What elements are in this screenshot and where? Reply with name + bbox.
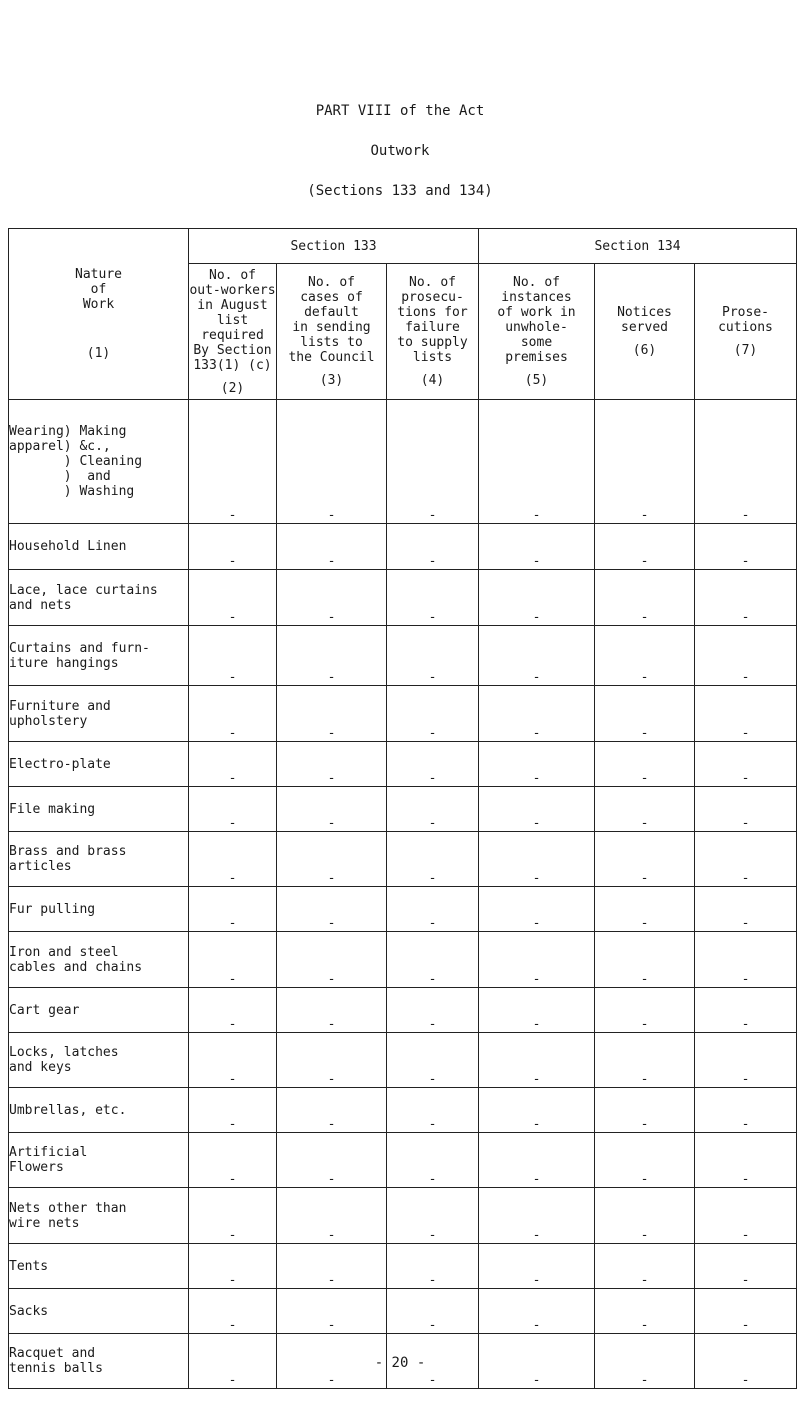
value-cell: - xyxy=(277,1088,387,1133)
value-cell: - xyxy=(189,887,277,932)
value-cell: - xyxy=(387,1244,479,1289)
sections-note: (Sections 133 and 134) xyxy=(307,183,493,199)
value-cell: - xyxy=(595,1289,695,1334)
value-cell: - xyxy=(595,932,695,988)
value-cell: - xyxy=(695,400,797,524)
value-cell: - xyxy=(189,400,277,524)
nature-of-work-cell: Racquet and tennis balls xyxy=(9,1334,189,1389)
value-cell: - xyxy=(479,1334,595,1389)
value-cell: - xyxy=(695,1188,797,1244)
nature-of-work-cell: Artificial Flowers xyxy=(9,1133,189,1188)
value-cell: - xyxy=(479,1188,595,1244)
value-cell: - xyxy=(387,988,479,1033)
value-cell: - xyxy=(277,626,387,686)
nature-of-work-cell: Locks, latches and keys xyxy=(9,1033,189,1088)
value-cell: - xyxy=(595,787,695,832)
value-cell: - xyxy=(695,626,797,686)
table-row xyxy=(9,932,797,988)
value-cell: - xyxy=(595,742,695,787)
part-title: PART VIII of the Act xyxy=(315,103,485,119)
table-row xyxy=(9,626,797,686)
value-cell: - xyxy=(387,1033,479,1088)
value-cell: - xyxy=(479,400,595,524)
value-cell: - xyxy=(277,887,387,932)
value-cell: - xyxy=(189,1033,277,1088)
value-cell: - xyxy=(387,1188,479,1244)
column-header-text: No. of prosecu- tions for failure to supply lists xyxy=(397,275,468,365)
value-cell: - xyxy=(277,742,387,787)
column-header-nature xyxy=(9,229,189,400)
value-cell: - xyxy=(387,932,479,988)
value-cell: - xyxy=(595,988,695,1033)
table-row xyxy=(9,1088,797,1133)
nature-of-work-cell: Nets other than wire nets xyxy=(9,1188,189,1244)
value-cell: - xyxy=(277,570,387,626)
value-cell: - xyxy=(595,1033,695,1088)
value-cell: - xyxy=(479,832,595,887)
value-cell: - xyxy=(479,1133,595,1188)
value-cell: - xyxy=(387,1334,479,1389)
column-header-6 xyxy=(695,264,797,400)
column-header-3 xyxy=(387,264,479,400)
value-cell: - xyxy=(387,400,479,524)
value-cell: - xyxy=(595,524,695,570)
value-cell: - xyxy=(189,1244,277,1289)
value-cell: - xyxy=(595,1188,695,1244)
value-cell: - xyxy=(695,1088,797,1133)
value-cell: - xyxy=(595,686,695,742)
column-header-number: (3) xyxy=(319,373,344,388)
value-cell: - xyxy=(277,1244,387,1289)
value-cell: - xyxy=(189,626,277,686)
column-header-number: (4) xyxy=(420,373,445,388)
table-body xyxy=(9,400,797,1389)
value-cell: - xyxy=(479,1289,595,1334)
value-cell: - xyxy=(189,988,277,1033)
value-cell: - xyxy=(695,1334,797,1389)
column-header-number: (2) xyxy=(220,380,245,396)
value-cell: - xyxy=(277,787,387,832)
nature-of-work-cell: Lace, lace curtains and nets xyxy=(9,570,189,626)
table-row xyxy=(9,1033,797,1088)
value-cell: - xyxy=(479,742,595,787)
column-header-number: (5) xyxy=(524,373,549,388)
value-cell: - xyxy=(479,1088,595,1133)
table-row xyxy=(9,570,797,626)
value-cell: - xyxy=(695,988,797,1033)
table-row xyxy=(9,1289,797,1334)
value-cell: - xyxy=(595,887,695,932)
value-cell: - xyxy=(387,1133,479,1188)
value-cell: - xyxy=(387,742,479,787)
column-header-number: (1) xyxy=(86,346,111,361)
value-cell: - xyxy=(479,988,595,1033)
value-cell: - xyxy=(189,686,277,742)
value-cell: - xyxy=(189,1188,277,1244)
column-header-text: Nature of Work xyxy=(75,267,122,312)
value-cell: - xyxy=(595,1334,695,1389)
value-cell: - xyxy=(595,626,695,686)
nature-of-work-cell: Iron and steel cables and chains xyxy=(9,932,189,988)
value-cell: - xyxy=(695,686,797,742)
nature-of-work-cell: Fur pulling xyxy=(9,887,189,932)
table-row xyxy=(9,832,797,887)
value-cell: - xyxy=(387,832,479,887)
value-cell: - xyxy=(479,524,595,570)
column-header-text: Notices served xyxy=(617,305,672,335)
value-cell: - xyxy=(189,832,277,887)
value-cell: - xyxy=(595,832,695,887)
value-cell: - xyxy=(695,1244,797,1289)
nature-of-work-cell: Umbrellas, etc. xyxy=(9,1088,189,1133)
value-cell: - xyxy=(189,742,277,787)
section-header-row xyxy=(9,229,797,264)
value-cell: - xyxy=(695,742,797,787)
value-cell: - xyxy=(387,887,479,932)
value-cell: - xyxy=(189,1334,277,1389)
nature-of-work-cell: Brass and brass articles xyxy=(9,832,189,887)
column-header-text: No. of cases of default in sending lists to the Council xyxy=(288,275,375,365)
nature-of-work-cell: Furniture and upholstery xyxy=(9,686,189,742)
value-cell: - xyxy=(189,1133,277,1188)
value-cell: - xyxy=(595,1133,695,1188)
nature-of-work-cell: Sacks xyxy=(9,1289,189,1334)
column-header-text: Prose- cutions xyxy=(718,305,773,335)
value-cell: - xyxy=(277,1188,387,1244)
table-row xyxy=(9,742,797,787)
nature-of-work-cell: Household Linen xyxy=(9,524,189,570)
value-cell: - xyxy=(387,626,479,686)
value-cell: - xyxy=(277,832,387,887)
column-header-text: No. of instances of work in unwhole- some premises xyxy=(497,275,576,365)
value-cell: - xyxy=(695,524,797,570)
value-cell: - xyxy=(479,932,595,988)
column-header-1 xyxy=(189,264,277,400)
value-cell: - xyxy=(277,400,387,524)
table-row xyxy=(9,400,797,524)
value-cell: - xyxy=(387,787,479,832)
value-cell: - xyxy=(695,1033,797,1088)
value-cell: - xyxy=(595,570,695,626)
value-cell: - xyxy=(277,1334,387,1389)
column-header-number: (7) xyxy=(733,343,758,358)
value-cell: - xyxy=(695,1289,797,1334)
subtitle: Outwork xyxy=(370,143,430,159)
value-cell: - xyxy=(387,524,479,570)
value-cell: - xyxy=(277,932,387,988)
column-header-5 xyxy=(595,264,695,400)
value-cell: - xyxy=(479,787,595,832)
section-134-header: Section 134 xyxy=(479,229,797,264)
table-row xyxy=(9,787,797,832)
column-header-text: No. of out-workers in August list required By Section 133(1) (c) xyxy=(189,267,276,373)
table-row xyxy=(9,887,797,932)
nature-of-work-cell: File making xyxy=(9,787,189,832)
value-cell: - xyxy=(479,626,595,686)
nature-of-work-cell: Tents xyxy=(9,1244,189,1289)
page-number: - 20 - xyxy=(374,1355,426,1371)
value-cell: - xyxy=(189,1088,277,1133)
value-cell: - xyxy=(387,686,479,742)
table-row xyxy=(9,686,797,742)
value-cell: - xyxy=(277,686,387,742)
value-cell: - xyxy=(695,787,797,832)
value-cell: - xyxy=(695,887,797,932)
value-cell: - xyxy=(595,400,695,524)
nature-of-work-cell: Electro-plate xyxy=(9,742,189,787)
value-cell: - xyxy=(695,932,797,988)
value-cell: - xyxy=(189,524,277,570)
nature-of-work-cell: Wearing) Making apparel) &c., ) Cleaning ) and ) Washing xyxy=(9,400,189,524)
value-cell: - xyxy=(277,1289,387,1334)
value-cell: - xyxy=(277,1033,387,1088)
table-row xyxy=(9,988,797,1033)
value-cell: - xyxy=(479,570,595,626)
value-cell: - xyxy=(189,932,277,988)
value-cell: - xyxy=(189,787,277,832)
value-cell: - xyxy=(387,570,479,626)
column-header-2 xyxy=(277,264,387,400)
section-133-header: Section 133 xyxy=(189,229,479,264)
value-cell: - xyxy=(695,1133,797,1188)
value-cell: - xyxy=(479,1033,595,1088)
value-cell: - xyxy=(695,832,797,887)
column-header-number: (6) xyxy=(632,343,657,358)
column-header-4 xyxy=(479,264,595,400)
value-cell: - xyxy=(277,524,387,570)
value-cell: - xyxy=(277,988,387,1033)
value-cell: - xyxy=(387,1289,479,1334)
value-cell: - xyxy=(479,887,595,932)
value-cell: - xyxy=(479,686,595,742)
value-cell: - xyxy=(387,1088,479,1133)
value-cell: - xyxy=(189,570,277,626)
value-cell: - xyxy=(189,1289,277,1334)
value-cell: - xyxy=(479,1244,595,1289)
nature-of-work-cell: Curtains and furn- iture hangings xyxy=(9,626,189,686)
value-cell: - xyxy=(595,1244,695,1289)
table-row xyxy=(9,1133,797,1188)
outwork-table xyxy=(8,228,797,1389)
table-row xyxy=(9,1188,797,1244)
value-cell: - xyxy=(277,1133,387,1188)
table-row xyxy=(9,524,797,570)
table-row xyxy=(9,1244,797,1289)
value-cell: - xyxy=(695,570,797,626)
value-cell: - xyxy=(595,1088,695,1133)
nature-of-work-cell: Cart gear xyxy=(9,988,189,1033)
